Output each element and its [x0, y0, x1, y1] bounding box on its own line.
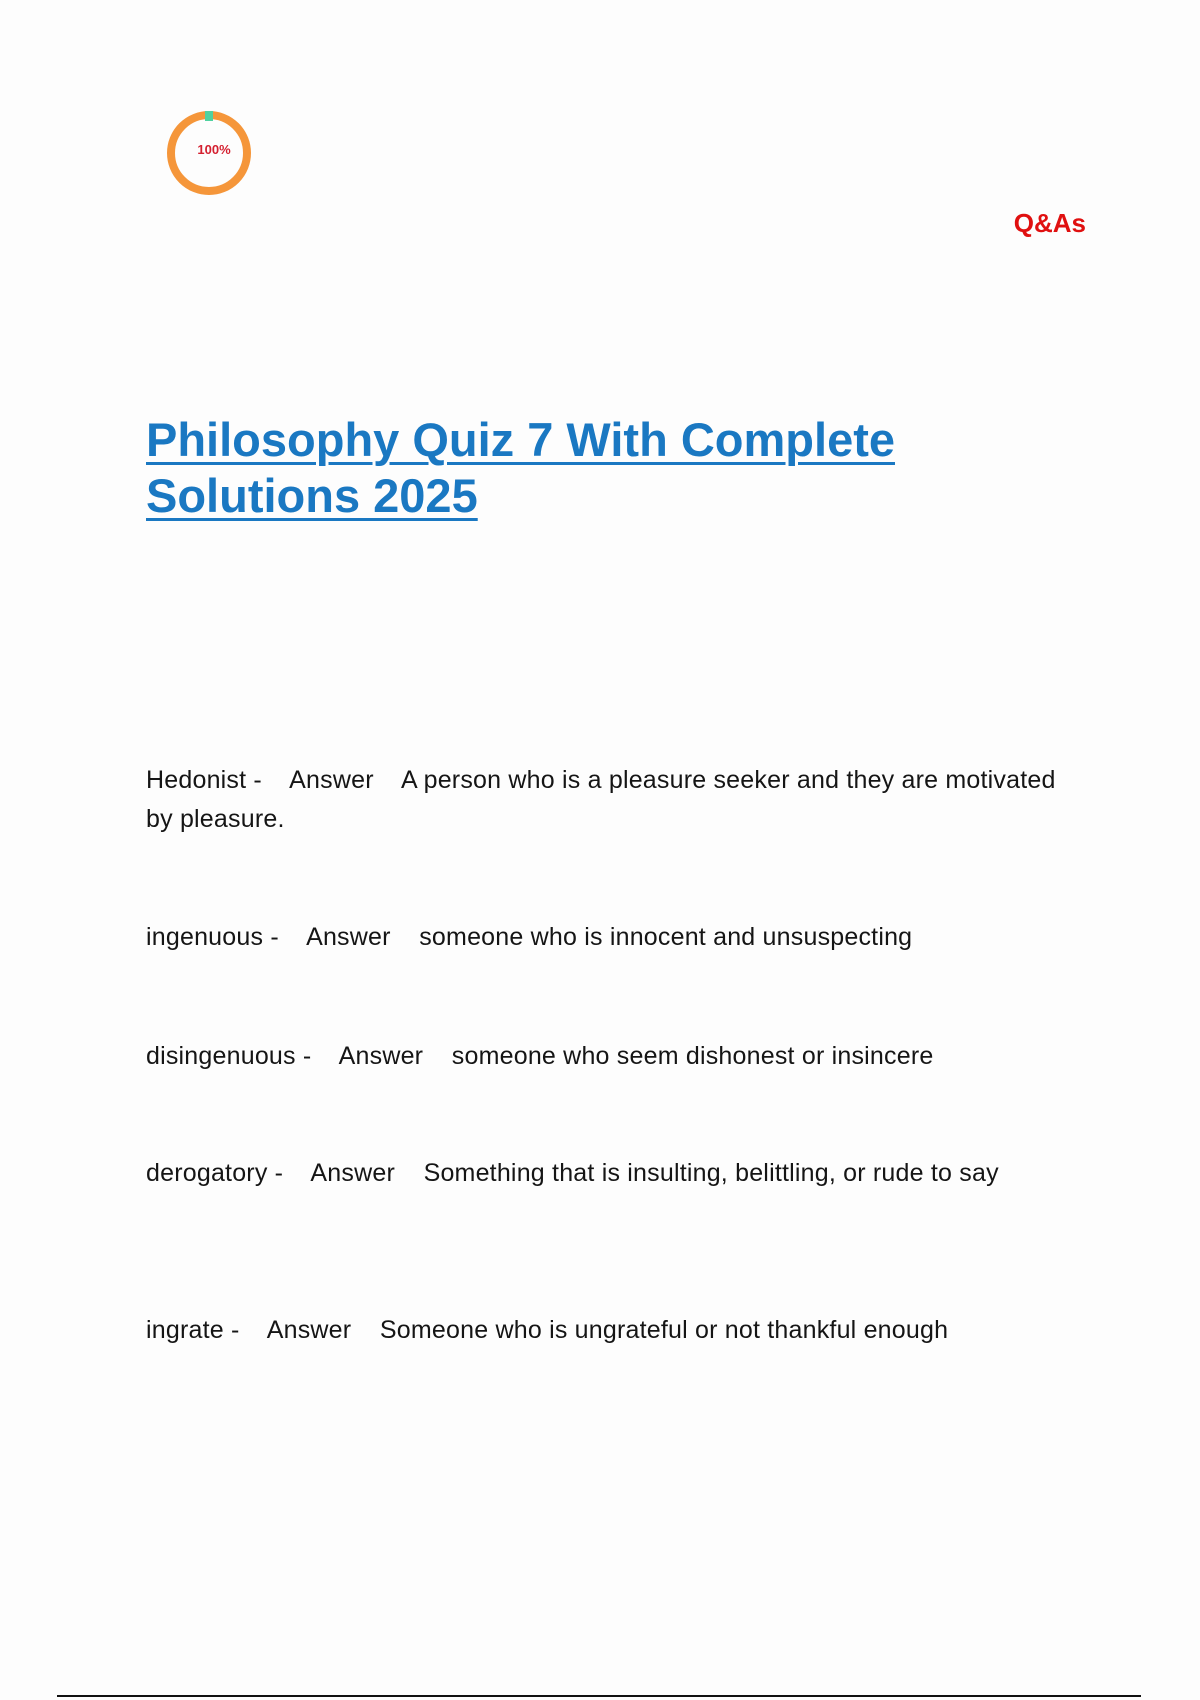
qa-entry	[146, 1037, 1086, 1076]
term: ingenuous -	[146, 923, 279, 951]
qa-entry	[146, 1154, 1086, 1193]
answer-label: Answer	[338, 1042, 424, 1070]
qa-entry	[146, 918, 1086, 957]
answer-label: Answer	[289, 766, 374, 794]
qa-tag: Q&As	[1013, 208, 1086, 238]
answer-label: Answer	[310, 1159, 395, 1187]
definition: someone who is innocent and unsuspecting	[419, 923, 913, 951]
definition: Someone who is ungrateful or not thankful enough	[379, 1316, 949, 1344]
term: disingenuous -	[146, 1042, 312, 1070]
footer-divider	[57, 1695, 1141, 1697]
answer-label: Answer	[266, 1316, 352, 1344]
qa-entry	[146, 761, 1086, 839]
definition: someone who seem dishonest or insincere	[451, 1042, 934, 1070]
definition: A person who is a pleasure seeker and they are motivated by pleasure.	[146, 766, 1063, 833]
progress-badge-text: 100%	[197, 142, 231, 157]
qa-entry	[146, 1311, 1086, 1350]
definition: Something that is insulting, belittling, or rude to say	[423, 1159, 999, 1187]
term: ingrate -	[146, 1316, 240, 1344]
term: Hedonist -	[146, 766, 262, 794]
term: derogatory -	[146, 1159, 284, 1187]
document-title[interactable]: Philosophy Quiz 7 With Complete Solutions 2025	[146, 413, 895, 522]
answer-label: Answer	[306, 923, 391, 951]
